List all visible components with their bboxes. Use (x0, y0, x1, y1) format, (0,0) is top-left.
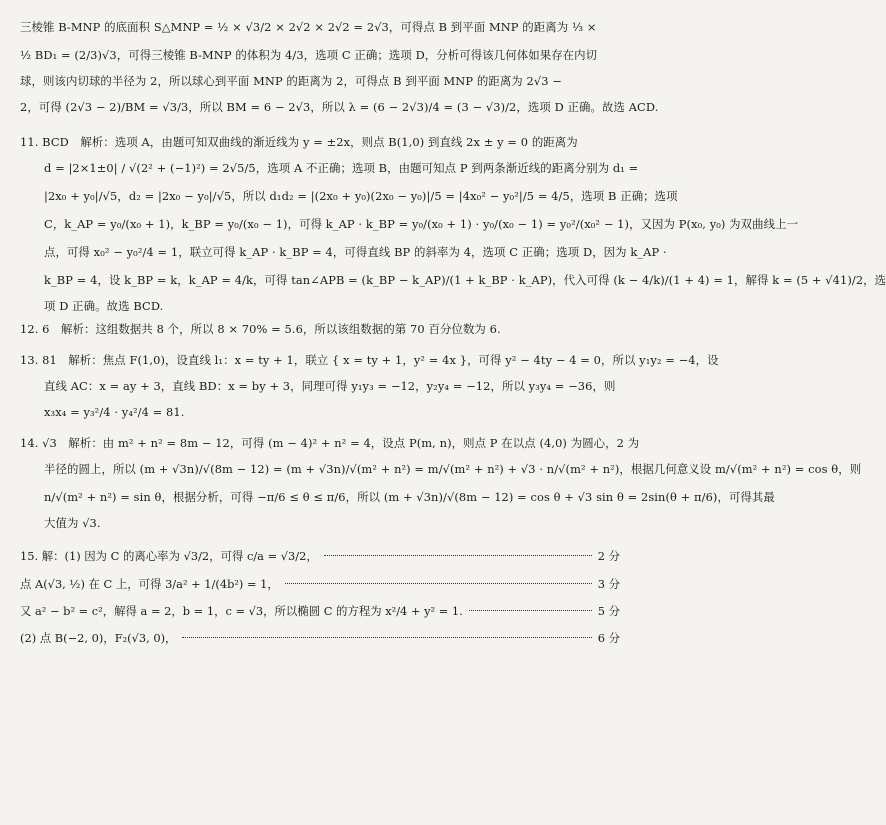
score-line (20, 602, 620, 620)
text-line: 半径的圆上，所以 (m + √3n)/√(8m − 12) = (m + √3n)/√(m² + n²) = m/√(m² + n²) + √3 · n/√(m² + n²)，根据几何意义设 m/√(m² + n²) = cos θ，则 (44, 462, 862, 476)
text-line: 点，可得 x₀² − y₀²/4 = 1，联立可得 k_AP · k_BP = 4，可得直线 BP 的斜率为 4，选项 C 正确；选项 D，因为 k_AP · (44, 245, 667, 259)
text-line: 11. BCD 解析：选项 A，由题可知双曲线的渐近线为 y = ±2x，则点 B(1,0) 到直线 2x ± y = 0 的距离为 (20, 135, 578, 149)
points-label: 3 分 (597, 577, 620, 591)
text-line: 三棱锥 B-MNP 的底面积 S△MNP = ½ × √3/2 × 2√2 × 2√2 = 2√3，可得点 B 到平面 MNP 的距离为 ⅓ × (20, 20, 597, 34)
text-line: ½ BD₁ = (2/3)√3，可得三棱锥 B-MNP 的体积为 4/3，选项 C 正确；选项 D，分析可得该几何体如果存在内切 (20, 48, 598, 62)
points-label: 2 分 (597, 549, 620, 563)
score-line-text: 点 A(√3, ½) 在 C 上，可得 3/a² + 1/(4b²) = 1， (20, 577, 279, 591)
text-line: 项 D 正确。故选 BCD. (44, 299, 164, 313)
text-line: d = |2×1±0| / √(2² + (−1)²) = 2√5/5，选项 A 不正确；选项 B，由题可知点 P 到两条渐近线的距离分别为 d₁ = (44, 161, 639, 175)
score-line (20, 547, 620, 565)
score-line-text: 15. 解：(1) 因为 C 的离心率为 √3/2，可得 c/a = √3/2， (20, 549, 318, 563)
spacer (20, 124, 620, 133)
solution-text (20, 16, 886, 541)
text-line: k_BP = 4，设 k_BP = k，k_AP = 4/k，可得 tan∠APB = (k_BP − k_AP)/(1 + k_BP · k_AP)，代入可得 (k − 4/k)/(1 + 4) = 1，解得 k = (5 + √41)/2，选 (44, 273, 886, 287)
text-line: |2x₀ + y₀|/√5，d₂ = |2x₀ − y₀|/√5，所以 d₁d₂ = |(2x₀ + y₀)(2x₀ − y₀)|/5 = |4x₀² − y₀²|/5 = 4/5，选项 B 正确；选项 (44, 189, 678, 203)
score-line-text: (2) 点 B(−2, 0)，F₂(√3, 0)， (20, 631, 177, 645)
points-label: 5 分 (597, 604, 620, 618)
text-line: 大值为 √3. (44, 516, 101, 530)
text-line: 14. √3 解析：由 m² + n² = 8m − 12，可得 (m − 4)² + n² = 4，设点 P(m, n)，则点 P 在以点 (4,0) 为圆心，2 为 (20, 436, 640, 450)
text-line: C，k_AP = y₀/(x₀ + 1)，k_BP = y₀/(x₀ − 1)，可得 k_AP · k_BP = y₀/(x₀ + 1) · y₀/(x₀ − 1) = y₀²/(x₀² − 1)，又因为 P(x₀, y₀) 为双曲线上一 (44, 217, 799, 231)
spacer (20, 338, 620, 343)
text-line: 2，可得 (2√3 − 2)/BM = √3/3，所以 BM = 6 − 2√3，所以 λ = (6 − 2√3)/4 = (3 − √3)/2，选项 D 正确。故选 ACD. (20, 100, 659, 114)
text-line: 13. 81 解析：焦点 F(1,0)，设直线 l₁：x = ty + 1，联立 { x = ty + 1，y² = 4x }，可得 y² − 4ty − 4 = 0，所以 y₁y₂ = −4，设 (20, 353, 719, 367)
spacer (20, 532, 620, 541)
score-line (20, 629, 620, 647)
points-label: 6 分 (597, 631, 620, 645)
score-line-text: 又 a² − b² = c²，解得 a = 2，b = 1，c = √3，所以椭圆 C 的方程为 x²/4 + y² = 1. (20, 604, 463, 618)
text-line: 直线 AC：x = ay + 3，直线 BD：x = by + 3，同理可得 y₁y₃ = −12，y₂y₄ = −12，所以 y₃y₄ = −36，则 (44, 379, 616, 393)
leader-dots (469, 610, 592, 611)
text-line: 12. 6 解析：这组数据共 8 个，所以 8 × 70% = 5.6，所以该组数据的第 70 百分位数为 6. (20, 322, 501, 336)
text-line: x₃x₄ = y₃²/4 · y₄²/4 = 81. (44, 405, 185, 419)
leader-dots (182, 637, 591, 638)
score-line (20, 575, 620, 593)
text-line: n/√(m² + n²) = sin θ，根据分析，可得 −π/6 ≤ θ ≤ π/6，所以 (m + √3n)/√(8m − 12) = cos θ + √3 sin θ = 2sin(θ + π/6)，可得其最 (44, 490, 775, 504)
text-line: 球，则该内切球的半径为 2，所以球心到平面 MNP 的距离为 2，可得点 B 到平面 MNP 的距离为 2√3 − (20, 74, 562, 88)
leader-dots (324, 555, 592, 556)
scored-solution (20, 547, 620, 647)
leader-dots (285, 583, 592, 584)
